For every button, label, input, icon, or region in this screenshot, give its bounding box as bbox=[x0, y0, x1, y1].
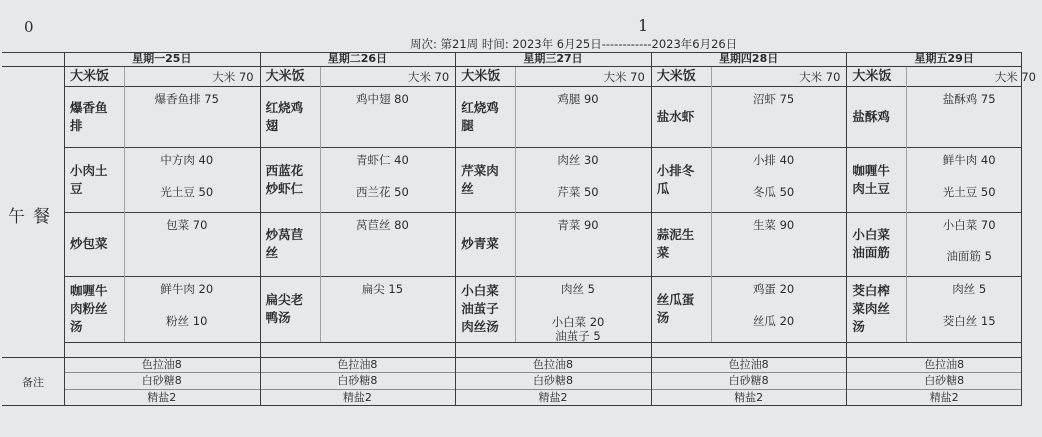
ingredient: 肉丝 30 bbox=[557, 153, 599, 167]
ingredient: 小白菜 70 bbox=[942, 218, 996, 232]
dish-name bbox=[266, 162, 320, 198]
dish-name bbox=[852, 162, 906, 198]
ingredient: 青菜 90 bbox=[557, 218, 599, 232]
note-item: 精盐2 bbox=[342, 391, 372, 404]
ingredient: 生菜 90 bbox=[752, 218, 795, 232]
ingredient: 粉丝 10 bbox=[166, 314, 208, 328]
dish-name bbox=[461, 282, 515, 336]
day-header: 星期二26日 bbox=[327, 52, 388, 65]
dish-name-line: 小排冬 bbox=[656, 162, 695, 178]
ingredient: 鸡蛋 20 bbox=[752, 282, 795, 296]
dish-name-line: 肉粉丝 bbox=[70, 301, 108, 316]
staple-name: 大米饭 bbox=[265, 69, 305, 84]
ingredient: 鸡中翅 80 bbox=[355, 92, 409, 106]
page-number-left: 0 bbox=[24, 18, 34, 36]
dish-name-line: 排 bbox=[70, 117, 83, 133]
ingredient: 小白菜 20 bbox=[551, 315, 605, 329]
staple-ingredient: 大米 70 bbox=[799, 70, 841, 84]
dish-name-line: 腿 bbox=[461, 117, 474, 133]
ingredient: 盐酥鸡 75 bbox=[942, 92, 996, 106]
note-item: 色拉油8 bbox=[924, 358, 965, 371]
ingredient: 油茧子 5 bbox=[555, 329, 601, 343]
dish-name-line: 菜 bbox=[656, 245, 670, 260]
dish-name-line: 盐酥鸡 bbox=[852, 108, 890, 124]
dish-name bbox=[852, 108, 906, 126]
note-item: 精盐2 bbox=[929, 391, 959, 404]
ingredient: 光土豆 50 bbox=[942, 184, 996, 199]
ingredient: 光土豆 50 bbox=[160, 184, 214, 199]
ingredient: 包菜 70 bbox=[166, 218, 208, 232]
ingredient: 爆香鱼排 75 bbox=[154, 92, 219, 106]
page-number-center: 1 bbox=[638, 16, 649, 35]
dish-name bbox=[70, 282, 124, 336]
dish-name-line: 芹菜肉 bbox=[461, 162, 499, 178]
dish-name-line: 爆香鱼 bbox=[70, 99, 108, 115]
dish-name-line: 汤 bbox=[70, 319, 83, 334]
time-label: 时间: bbox=[481, 37, 509, 51]
dish-name bbox=[852, 282, 906, 336]
time-range: 2023年 6月25日------------2023年6月26日 bbox=[512, 37, 738, 51]
week-label: 周次: bbox=[410, 37, 437, 51]
staple-ingredient: 大米 70 bbox=[994, 70, 1036, 84]
staple-name: 大米饭 bbox=[656, 69, 696, 84]
note-item: 色拉油8 bbox=[141, 358, 182, 371]
staple-name: 大米饭 bbox=[70, 69, 110, 84]
dish-name bbox=[70, 99, 124, 135]
note-item: 精盐2 bbox=[147, 391, 177, 404]
dish-name-line: 炒青菜 bbox=[461, 236, 499, 251]
day-header: 星期三27日 bbox=[523, 52, 583, 65]
dish-name-line: 汤 bbox=[656, 310, 670, 325]
day-header: 星期五29日 bbox=[914, 52, 974, 65]
ingredient: 茭白丝 15 bbox=[942, 314, 996, 328]
note-item: 白砂糖8 bbox=[532, 374, 573, 387]
note-item: 色拉油8 bbox=[337, 358, 378, 371]
ingredient: 青虾仁 40 bbox=[355, 153, 409, 167]
dish-name-line: 红烧鸡 bbox=[265, 99, 304, 115]
dish-name-line: 小白菜 bbox=[852, 227, 890, 242]
staple-ingredient: 大米 70 bbox=[603, 70, 645, 84]
day-header: 星期一25日 bbox=[132, 52, 192, 65]
dish-name-line: 茭白榨 bbox=[852, 283, 890, 298]
dish-name-line: 炒包菜 bbox=[70, 236, 108, 251]
ingredient: 鲜牛肉 20 bbox=[160, 282, 214, 296]
dish-name-line: 炒虾仁 bbox=[265, 180, 304, 196]
dish-name-line: 蒜泥生 bbox=[656, 227, 695, 242]
dish-name-line: 丝瓜蛋 bbox=[656, 292, 695, 307]
dish-name-line: 西蓝花 bbox=[265, 162, 304, 178]
staple-name: 大米饭 bbox=[852, 69, 892, 84]
dish-name-line: 扁尖老 bbox=[265, 292, 304, 307]
ingredient: 丝瓜 20 bbox=[752, 314, 795, 328]
dish-name bbox=[852, 226, 906, 262]
dish-name-line: 小白菜 bbox=[461, 283, 499, 298]
dish-name bbox=[657, 291, 711, 327]
weekly-menu-table bbox=[2, 52, 1036, 437]
staple-name: 大米饭 bbox=[461, 69, 501, 84]
dish-name-line: 肉丝汤 bbox=[461, 319, 499, 334]
ingredient: 肉丝 5 bbox=[560, 282, 595, 296]
dish-name bbox=[657, 108, 711, 126]
dish-name bbox=[70, 162, 124, 198]
dish-name bbox=[461, 99, 515, 135]
dish-name-line: 油茧子 bbox=[461, 301, 499, 316]
dish-name-line: 咖喱牛 bbox=[70, 283, 108, 298]
notes-label: 备注 bbox=[22, 376, 44, 389]
note-item: 白砂糖8 bbox=[728, 374, 769, 387]
dish-name bbox=[266, 99, 320, 135]
dish-name-line: 菜肉丝 bbox=[852, 301, 890, 316]
note-item: 白砂糖8 bbox=[141, 374, 182, 387]
dish-name-line: 肉土豆 bbox=[852, 180, 890, 196]
note-item: 精盐2 bbox=[538, 391, 568, 404]
ingredient: 芹菜 50 bbox=[557, 184, 599, 199]
dish-name-line: 油面筋 bbox=[852, 245, 890, 260]
dish-name bbox=[266, 226, 320, 262]
dish-name bbox=[70, 235, 124, 253]
ingredient: 中方肉 40 bbox=[160, 153, 214, 167]
dish-name-line: 瓜 bbox=[656, 180, 670, 196]
ingredient: 扁尖 15 bbox=[361, 282, 404, 296]
dish-name-line: 丝 bbox=[461, 180, 474, 196]
dish-name bbox=[461, 162, 515, 198]
week-value: 第21周 bbox=[440, 37, 479, 51]
dish-name bbox=[266, 291, 320, 327]
ingredient: 鲜牛肉 40 bbox=[942, 153, 996, 167]
day-header: 星期四28日 bbox=[718, 52, 779, 65]
ingredient: 冬瓜 50 bbox=[752, 184, 795, 199]
dish-name-line: 鸭汤 bbox=[265, 310, 291, 325]
note-item: 色拉油8 bbox=[728, 358, 769, 371]
dish-name-line: 咖喱牛 bbox=[852, 162, 890, 178]
ingredient: 肉丝 5 bbox=[952, 282, 987, 296]
ingredient: 鸡腿 90 bbox=[557, 92, 599, 106]
dish-name-line: 翅 bbox=[265, 117, 279, 133]
dish-name-line: 小肉土 bbox=[70, 162, 108, 178]
dish-name-line: 盐水虾 bbox=[656, 108, 695, 124]
note-item: 色拉油8 bbox=[532, 358, 573, 371]
ingredient: 莴苣丝 80 bbox=[355, 218, 409, 232]
staple-ingredient: 大米 70 bbox=[212, 70, 254, 84]
ingredient: 油面筋 5 bbox=[946, 249, 992, 263]
note-item: 白砂糖8 bbox=[924, 374, 965, 387]
staple-ingredient: 大米 70 bbox=[407, 70, 450, 84]
dish-name-line: 汤 bbox=[852, 319, 865, 334]
dish-name-line: 炒莴苣 bbox=[265, 227, 304, 242]
note-item: 白砂糖8 bbox=[337, 374, 378, 387]
ingredient: 西兰花 50 bbox=[355, 184, 409, 199]
week-time-header bbox=[410, 36, 737, 52]
note-item: 精盐2 bbox=[734, 391, 764, 404]
ingredient: 小排 40 bbox=[752, 153, 795, 167]
dish-name-line: 丝 bbox=[265, 245, 279, 260]
dish-name bbox=[461, 235, 515, 253]
dish-name-line: 豆 bbox=[70, 180, 83, 196]
dish-name-line: 红烧鸡 bbox=[461, 99, 499, 115]
ingredient: 沼虾 75 bbox=[752, 92, 795, 106]
dish-name bbox=[657, 226, 711, 262]
meal-label: 午餐 bbox=[8, 207, 58, 227]
dish-name bbox=[657, 162, 711, 198]
